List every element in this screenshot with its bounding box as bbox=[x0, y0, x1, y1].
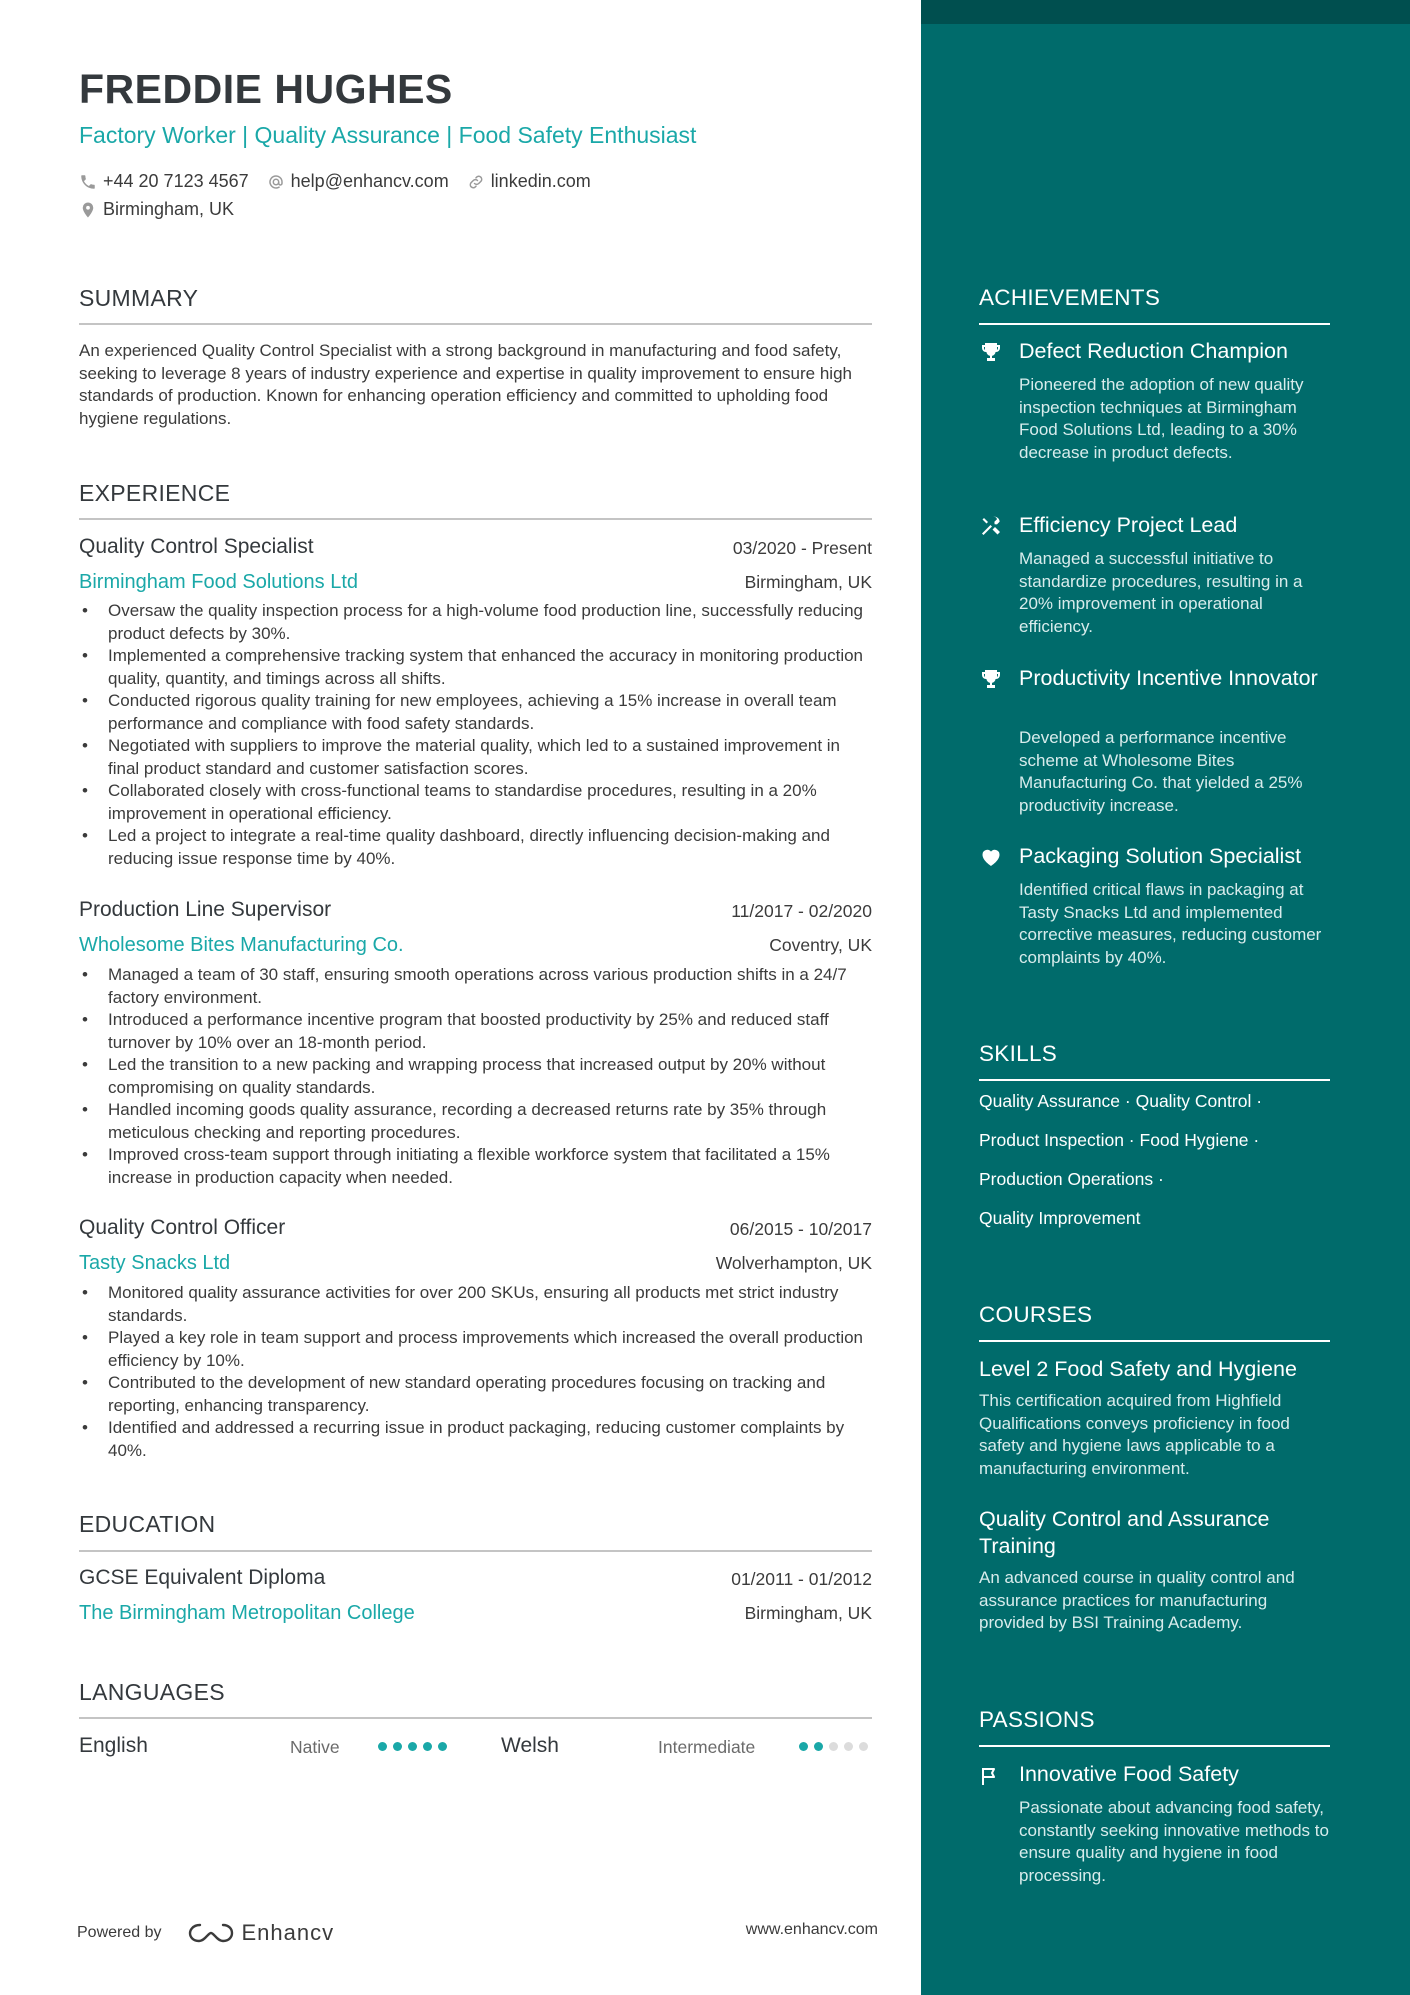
rating-dot-filled bbox=[393, 1742, 402, 1751]
rating-dot-empty bbox=[844, 1742, 853, 1751]
linkedin-link[interactable]: linkedin.com bbox=[490, 171, 591, 191]
rating-dot-filled bbox=[799, 1742, 808, 1751]
email-link[interactable]: help@enhancv.com bbox=[290, 171, 449, 191]
list-item: • Monitored quality assurance activities for over 200 SKUs, ensuring all products met strict industry standards. bbox=[79, 1282, 872, 1327]
job-title: Quality Control Officer bbox=[79, 1216, 286, 1239]
list-item: • Implemented a comprehensive tracking system that enhanced the accuracy in monitoring production quality, quantity, and timings across all shifts. bbox=[79, 645, 872, 690]
skill-line: Production Operations · bbox=[979, 1169, 1164, 1189]
list-item: • Oversaw the quality inspection process for a high-volume food production line, successfully reducing product defects by 30%. bbox=[79, 600, 872, 645]
achievement-title: Packaging Solution Specialist bbox=[1019, 844, 1302, 868]
experience-divider bbox=[79, 518, 872, 520]
phone-icon bbox=[79, 173, 97, 191]
rating-dot-empty bbox=[859, 1742, 868, 1751]
enhancv-brand-text[interactable]: Enhancv bbox=[241, 1920, 335, 1945]
job-bullets bbox=[79, 964, 872, 1189]
sidebar-top-band bbox=[921, 0, 1410, 24]
list-item: • Improved cross-team support through initiating a flexible workforce system that facilitated a 15% increase in production capacity when needed. bbox=[79, 1144, 872, 1189]
list-item: • Led the transition to a new packing and wrapping process that increased output by 20% without compromising on quality standards. bbox=[79, 1054, 872, 1099]
list-item: • Contributed to the development of new standard operating procedures focusing on tracking and reporting, enhancing transparency. bbox=[79, 1372, 872, 1417]
job-date: 11/2017 - 02/2020 bbox=[731, 901, 872, 921]
skills-divider bbox=[979, 1079, 1330, 1081]
list-item: • Introduced a performance incentive program that boosted productivity by 25% and reduced staff turnover by 10% over an 18-month period. bbox=[79, 1009, 872, 1054]
list-item: • Negotiated with suppliers to improve the material quality, which led to a sustained improvement in final product standard and customer satisfaction scores. bbox=[79, 735, 872, 780]
skills-section-title: SKILLS bbox=[979, 1041, 1058, 1066]
trophy-icon bbox=[979, 667, 1003, 691]
job-title: Quality Control Specialist bbox=[79, 535, 314, 558]
location-text: Birmingham, UK bbox=[103, 199, 235, 219]
enhancv-logo-icon bbox=[188, 1921, 234, 1945]
footer-url[interactable]: www.enhancv.com bbox=[745, 1921, 878, 1938]
achievement-title: Efficiency Project Lead bbox=[1019, 513, 1238, 537]
job-date: 03/2020 - Present bbox=[732, 538, 872, 558]
list-item: • Led a project to integrate a real-time quality dashboard, directly influencing decision-making and reducing issue response time by 40%. bbox=[79, 825, 872, 870]
language-level: Intermediate bbox=[658, 1737, 756, 1757]
education-location: Birmingham, UK bbox=[744, 1603, 872, 1623]
summary-divider bbox=[79, 323, 872, 325]
education-school: The Birmingham Metropolitan College bbox=[79, 1602, 415, 1624]
passion-desc: Passionate about advancing food safety, constantly seeking innovative methods to ensure quality and hygiene in food processing. bbox=[1019, 1798, 1329, 1885]
languages-divider bbox=[79, 1717, 872, 1719]
rating-dot-empty bbox=[829, 1742, 838, 1751]
achievements-divider bbox=[979, 323, 1330, 325]
language-level: Native bbox=[290, 1737, 340, 1757]
job-title: Production Line Supervisor bbox=[79, 898, 332, 921]
flag-icon bbox=[979, 1764, 1003, 1788]
job-location: Wolverhampton, UK bbox=[715, 1253, 872, 1273]
contact-row bbox=[79, 171, 591, 192]
list-item: • Managed a team of 30 staff, ensuring smooth operations across various production shifts in a 24/7 factory environment. bbox=[79, 964, 872, 1009]
course-desc: An advanced course in quality control and assurance practices for manufacturing provided by BSI Training Academy. bbox=[979, 1568, 1295, 1632]
achievement-desc: Identified critical flaws in packaging at Tasty Snacks Ltd and implemented corrective measures, reducing customer complaints by 40%. bbox=[1019, 880, 1322, 967]
job-location: Birmingham, UK bbox=[744, 572, 872, 592]
at-icon bbox=[267, 173, 285, 191]
skill-line: Quality Assurance · Quality Control · bbox=[979, 1091, 1263, 1111]
heart-icon bbox=[979, 845, 1003, 869]
achievement-title: Productivity Incentive Innovator bbox=[1019, 666, 1318, 690]
achievement-title: Defect Reduction Champion bbox=[1019, 339, 1288, 363]
candidate-name: FREDDIE HUGHES bbox=[79, 66, 453, 112]
job-location: Coventry, UK bbox=[769, 935, 872, 955]
achievement-desc: Pioneered the adoption of new quality inspection techniques at Birmingham Food Solutions Ltd, leading to a 30% decrease in product defects. bbox=[1019, 375, 1304, 462]
footer-powered-by bbox=[77, 1920, 334, 1946]
courses-divider bbox=[979, 1340, 1330, 1342]
job-date: 06/2015 - 10/2017 bbox=[729, 1219, 872, 1239]
job-bullets bbox=[79, 600, 872, 870]
passions-section-title: PASSIONS bbox=[979, 1707, 1095, 1732]
rating-dot-filled bbox=[408, 1742, 417, 1751]
language-name: Welsh bbox=[501, 1734, 559, 1757]
link-icon bbox=[467, 173, 485, 191]
powered-by-text: Powered by bbox=[77, 1924, 162, 1941]
tools-icon bbox=[979, 514, 1003, 538]
rating-dot-filled bbox=[438, 1742, 447, 1751]
achievements-section-title: ACHIEVEMENTS bbox=[979, 285, 1161, 310]
achievement-desc: Developed a performance incentive scheme at Wholesome Bites Manufacturing Co. that yielded a 25% productivity increase. bbox=[1019, 728, 1303, 815]
location-pin-icon bbox=[79, 201, 97, 219]
education-section-title: EDUCATION bbox=[79, 1511, 216, 1537]
candidate-headline: Factory Worker | Quality Assurance | Food Safety Enthusiast bbox=[79, 122, 697, 148]
experience-section-title: EXPERIENCE bbox=[79, 480, 231, 506]
achievement-desc: Managed a successful initiative to standardize procedures, resulting in a 20% improvement in operational efficiency. bbox=[1019, 549, 1303, 636]
language-rating bbox=[378, 1742, 453, 1751]
summary-text: An experienced Quality Control Specialist with a strong background in manufacturing and food safety, seeking to leverage 8 years of industry experience and expertise in quality improvement to ensure high standards of production. Known for enhancing operation efficiency and committed to upholding food hygiene regulations. bbox=[79, 341, 852, 428]
phone-text[interactable]: +44 20 7123 4567 bbox=[103, 171, 249, 191]
job-company: Birmingham Food Solutions Ltd bbox=[79, 571, 359, 593]
summary-section-title: SUMMARY bbox=[79, 285, 199, 311]
language-name: English bbox=[79, 1734, 148, 1757]
list-item: • Handled incoming goods quality assurance, recording a decreased returns rate by 35% through meticulous checking and reporting procedures. bbox=[79, 1099, 872, 1144]
language-rating bbox=[799, 1742, 874, 1751]
job-bullets bbox=[79, 1282, 872, 1462]
passion-title: Innovative Food Safety bbox=[1019, 1762, 1239, 1786]
languages-section-title: LANGUAGES bbox=[79, 1679, 225, 1705]
rating-dot-filled bbox=[423, 1742, 432, 1751]
job-company: Wholesome Bites Manufacturing Co. bbox=[79, 934, 404, 956]
list-item: • Conducted rigorous quality training for new employees, achieving a 15% increase in overall team performance and compliance with food safety standards. bbox=[79, 690, 872, 735]
location-row bbox=[79, 199, 234, 220]
list-item: • Collaborated closely with cross-functional teams to standardise procedures, resulting in a 20% improvement in operational efficiency. bbox=[79, 780, 872, 825]
list-item: • Played a key role in team support and process improvements which increased the overall production efficiency by 10%. bbox=[79, 1327, 872, 1372]
list-item: • Identified and addressed a recurring issue in product packaging, reducing customer complaints by 40%. bbox=[79, 1417, 872, 1462]
skills-list bbox=[979, 1091, 1329, 1247]
education-divider bbox=[79, 1550, 872, 1552]
course-title: Quality Control and Assurance Training bbox=[979, 1507, 1270, 1558]
rating-dot-filled bbox=[814, 1742, 823, 1751]
skill-line: Quality Improvement bbox=[979, 1208, 1141, 1228]
course-title: Level 2 Food Safety and Hygiene bbox=[979, 1357, 1297, 1381]
job-company: Tasty Snacks Ltd bbox=[79, 1252, 231, 1274]
rating-dot-filled bbox=[378, 1742, 387, 1751]
education-degree: GCSE Equivalent Diploma bbox=[79, 1566, 326, 1589]
courses-section-title: COURSES bbox=[979, 1302, 1093, 1327]
trophy-icon bbox=[979, 340, 1003, 364]
education-date: 01/2011 - 01/2012 bbox=[731, 1569, 872, 1589]
passions-divider bbox=[979, 1745, 1330, 1747]
course-desc: This certification acquired from Highfield Qualifications conveys proficiency in food safety and hygiene laws applicable to a manufacturing environment. bbox=[979, 1391, 1290, 1478]
skill-line: Product Inspection · Food Hygiene · bbox=[979, 1130, 1260, 1150]
